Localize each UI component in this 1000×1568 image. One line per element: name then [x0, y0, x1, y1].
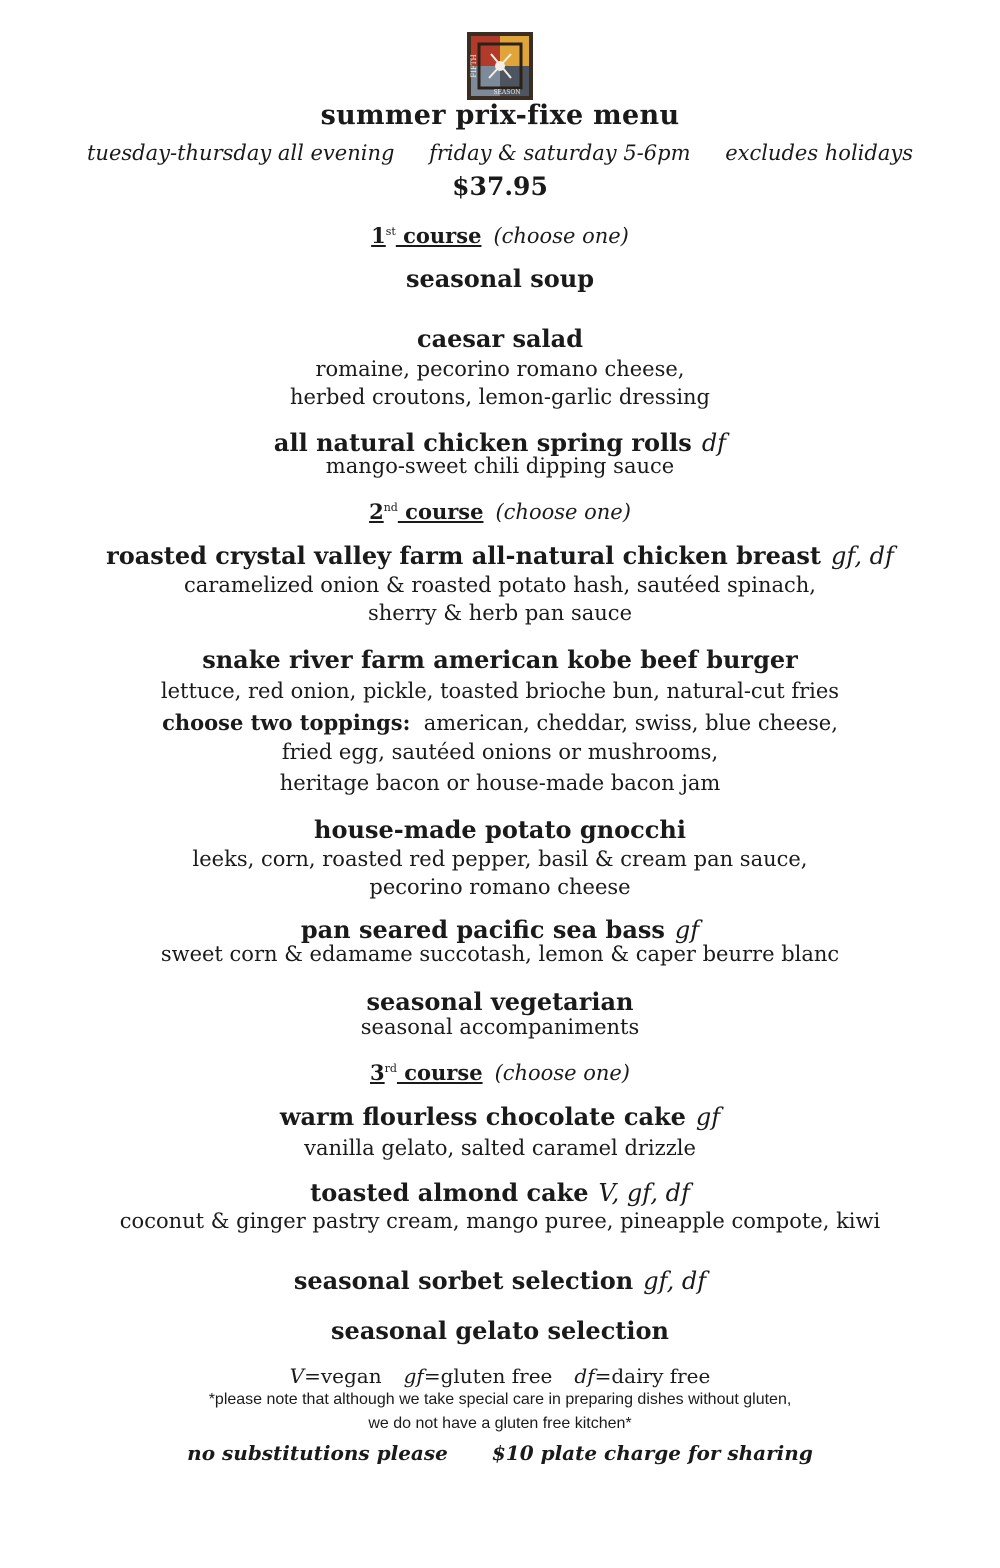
- hours-weekday: tuesday-thursday all evening: [86, 141, 395, 165]
- plate-charge-note: $10 plate charge for sharing: [491, 1441, 813, 1465]
- toppings-line: [0, 710, 1000, 735]
- dietary-legend: [0, 1364, 1000, 1388]
- svg-text:FIFTH: FIFTH: [470, 54, 478, 78]
- course-choose-note: (choose one): [495, 500, 631, 524]
- course-ordinal-suffix: nd: [383, 501, 398, 514]
- dish-name: seasonal gelato selection: [331, 1316, 669, 1345]
- dish-description: vanilla gelato, salted caramel drizzle: [304, 1136, 696, 1160]
- dish-description: sweet corn & edamame succotash, lemon & caper beurre blanc: [160, 942, 840, 966]
- course-label: course: [395, 223, 482, 248]
- course-number: 1: [371, 223, 386, 248]
- dish-name: pan seared pacific sea bass: [300, 915, 665, 944]
- toppings-options: american, cheddar, swiss, blue cheese,: [423, 711, 838, 735]
- course-number: 2: [369, 499, 384, 524]
- dish-name: seasonal soup: [405, 264, 595, 293]
- footer-policies: [0, 1441, 1000, 1465]
- dish-name: all natural chicken spring rolls: [273, 428, 692, 457]
- dietary-tag: gf: [695, 1103, 721, 1131]
- legend-value-dairy-free: =dairy free: [594, 1364, 711, 1388]
- dietary-tag: df: [701, 429, 727, 457]
- course-choose-note: (choose one): [494, 1061, 630, 1085]
- hours-weekend: friday & saturday 5-6pm: [429, 141, 691, 165]
- course-label: course: [397, 499, 484, 524]
- dish-description: herbed croutons, lemon-garlic dressing: [289, 385, 711, 409]
- dietary-tag: V, gf, df: [598, 1179, 690, 1207]
- dish-description: caramelized onion & roasted potato hash, sautéed spinach,: [184, 573, 816, 597]
- legend-key-gluten-free: gf: [403, 1364, 424, 1388]
- hours-exclusion: excludes holidays: [725, 141, 913, 165]
- gluten-note: we do not have a gluten free kitchen*: [368, 1415, 632, 1432]
- dish-name: caesar salad: [416, 324, 583, 353]
- dietary-tag: gf, df: [830, 542, 894, 570]
- course-heading-2: [0, 499, 1000, 524]
- dish-description: seasonal accompaniments: [360, 1015, 640, 1039]
- course-ordinal-suffix: st: [385, 225, 396, 238]
- toppings-options: fried egg, sautéed onions or mushrooms,: [281, 740, 719, 764]
- dish-description: sherry & herb pan sauce: [368, 601, 632, 625]
- course-choose-note: (choose one): [493, 224, 629, 248]
- dish-name-row: [0, 1266, 1000, 1295]
- legend-value-vegan: =vegan: [304, 1364, 382, 1388]
- svg-text:SEASON: SEASON: [493, 89, 521, 96]
- dish-name: warm flourless chocolate cake: [279, 1102, 686, 1131]
- legend-key-dairy-free: df: [574, 1364, 595, 1388]
- dietary-tag: gf, df: [643, 1267, 707, 1295]
- dish-name-row: [0, 541, 1000, 570]
- course-number: 3: [370, 1060, 385, 1085]
- dish-name: roasted crystal valley farm all-natural chicken breast: [106, 541, 821, 570]
- legend-key-vegan: V: [289, 1364, 305, 1388]
- dish-name: seasonal vegetarian: [366, 987, 634, 1016]
- legend-value-gluten-free: =gluten free: [423, 1364, 553, 1388]
- dish-description: pecorino romano cheese: [369, 875, 631, 899]
- dish-name: seasonal sorbet selection: [293, 1266, 634, 1295]
- dish-description: lettuce, red onion, pickle, toasted brioche bun, natural-cut fries: [160, 679, 840, 703]
- dish-name-row: [0, 428, 1000, 457]
- dish-name-row: [0, 915, 1000, 944]
- course-heading-1: [0, 223, 1000, 248]
- dietary-tag: gf: [674, 916, 700, 944]
- gluten-note: *please note that although we take special care in preparing dishes without gluten,: [208, 1391, 792, 1408]
- dish-description: leeks, corn, roasted red pepper, basil & cream pan sauce,: [192, 847, 808, 871]
- menu-price: $37.95: [452, 172, 548, 201]
- dish-description: coconut & ginger pastry cream, mango puree, pineapple compote, kiwi: [119, 1209, 881, 1233]
- dish-description: mango-sweet chili dipping sauce: [325, 454, 675, 478]
- toppings-label: choose two toppings:: [162, 710, 411, 735]
- toppings-options: heritage bacon or house-made bacon jam: [279, 771, 721, 795]
- menu-title: summer prix-fixe menu: [320, 100, 680, 131]
- course-label: course: [396, 1060, 483, 1085]
- dish-name-row: [0, 1178, 1000, 1207]
- dish-name-row: [0, 1102, 1000, 1131]
- dish-name: snake river farm american kobe beef burger: [202, 645, 798, 674]
- fifth-season-logo: [467, 32, 533, 100]
- dish-name: house-made potato gnocchi: [314, 815, 686, 844]
- dish-name: toasted almond cake: [310, 1178, 589, 1207]
- service-hours: [0, 141, 1000, 165]
- course-heading-3: [0, 1060, 1000, 1085]
- course-ordinal-suffix: rd: [384, 1062, 397, 1075]
- no-substitutions-note: no substitutions please: [187, 1441, 448, 1465]
- dish-description: romaine, pecorino romano cheese,: [315, 357, 685, 381]
